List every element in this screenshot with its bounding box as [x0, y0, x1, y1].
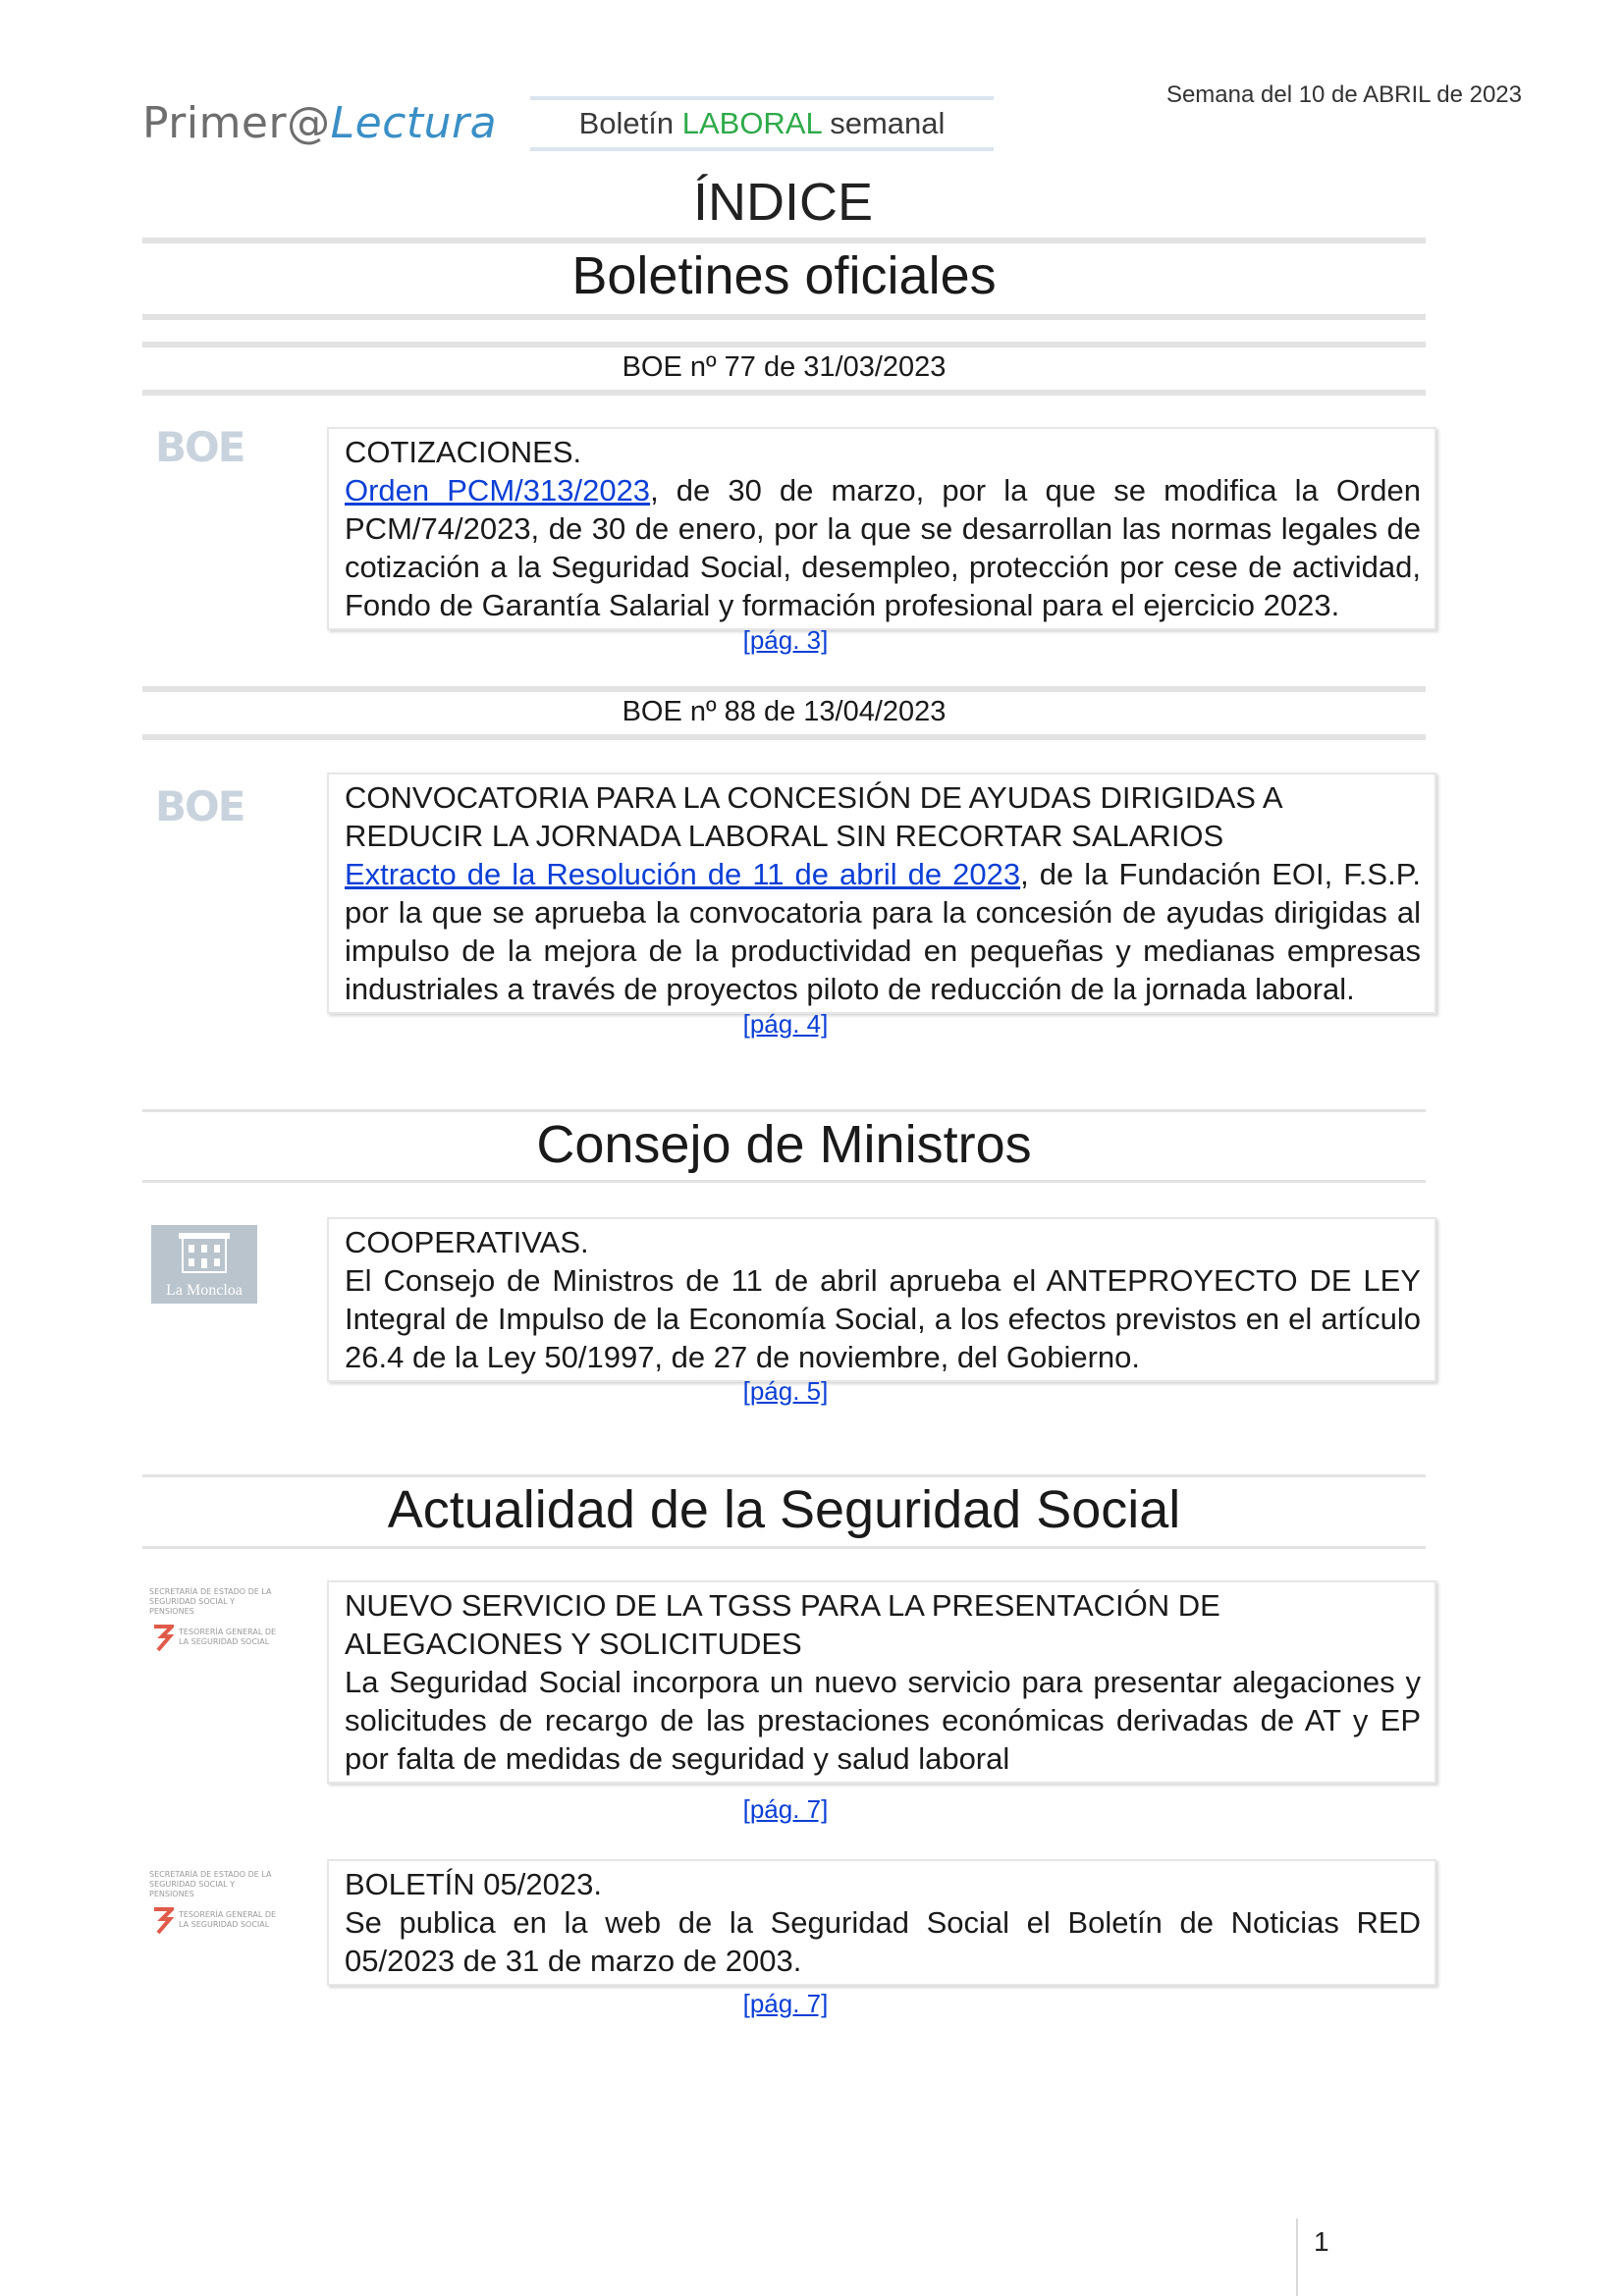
page-number: 1 [1296, 2218, 1375, 2296]
page-ref-link[interactable]: [pág. 7] [742, 1794, 829, 1824]
entry-convocatoria [327, 773, 1436, 1014]
boe-logo-text: BOE [155, 426, 244, 467]
section-title-consejo: Consejo de Ministros [536, 1115, 1032, 1174]
entry-cotizaciones [327, 427, 1436, 630]
page-ref [0, 1009, 1571, 1040]
boe-heading-77: BOE nº 77 de 31/03/2023 [622, 351, 947, 383]
logo-part-primer: Primer@ [142, 98, 331, 148]
logo-tesoreria-text: TESORERÍA GENERAL DE LA SEGURIDAD SOCIAL [179, 1910, 277, 1929]
boe-logo [155, 785, 255, 827]
entry-cooperativas [327, 1217, 1436, 1382]
page-ref-link[interactable]: [pág. 4] [742, 1009, 829, 1039]
logo-part-lectura: Lectura [330, 98, 498, 148]
divider [142, 686, 1426, 692]
section-title-boletines: Boletines oficiales [571, 246, 997, 305]
bulletin-prefix: Boletín [578, 106, 682, 140]
entry-title: NUEVO SERVICIO DE LA TGSS PARA LA PRESENTACIÓN DE ALEGACIONES Y SOLICITUDES [345, 1588, 1220, 1661]
week-date: Semana del 10 de ABRIL de 2023 [1165, 81, 1522, 108]
page-ref [0, 625, 1571, 656]
tgss-mark-icon [152, 1907, 174, 1935]
logo-secretaria-text: SECRETARÍA DE ESTADO DE LA SEGURIDAD SOCIAL Y PENSIONES [149, 1870, 272, 1898]
boe-logo [155, 426, 255, 467]
index-title: ÍNDICE [692, 173, 873, 232]
bulletin-label [530, 96, 994, 151]
page-ref [0, 1376, 1571, 1407]
boe-logo-text: BOE [155, 785, 244, 827]
divider [142, 1109, 1426, 1112]
page-ref-link[interactable]: [pág. 7] [742, 1989, 829, 2018]
publication-logo [142, 98, 497, 148]
entry-boletin [327, 1859, 1436, 1986]
divider [142, 1474, 1426, 1477]
section-title-seguridad: Actualidad de la Seguridad Social [387, 1480, 1181, 1539]
page-ref [0, 1794, 1571, 1825]
divider [142, 314, 1426, 320]
divider [142, 390, 1426, 396]
entry-title: COOPERATIVAS. [345, 1225, 589, 1259]
bulletin-highlight: LABORAL [681, 106, 822, 140]
entry-body: , de 30 de marzo, por la que se modifica la Orden PCM/74/2023, de 30 de enero, por la que se desarrollan las normas legales de cotización a la Seguridad Social, desempleo, protección por cese de actividad, Fondo de Garantía Salarial y formación profesional para el ejercicio 2023. [345, 473, 1422, 622]
divider [142, 734, 1426, 740]
page-ref-link[interactable]: [pág. 3] [742, 625, 829, 655]
divider [142, 238, 1426, 243]
entry-title: BOLETÍN 05/2023. [345, 1867, 602, 1901]
seguridad-social-logo [149, 1587, 287, 1661]
entry-body: El Consejo de Ministros de 11 de abril aprueba el ANTEPROYECTO DE LEY Integral de Impulso de la Economía Social, a los efectos previstos en el artículo 26.4 de la Ley 50/1997, de 27 de noviembre, del Gobierno. [345, 1263, 1421, 1374]
entry-title: CONVOCATORIA PARA LA CONCESIÓN DE AYUDAS DIRIGIDAS A REDUCIR LA JORNADA LABORAL SIN RECORTAR SALARIOS [345, 780, 1281, 853]
bulletin-suffix: semanal [821, 106, 946, 140]
resolucion-link[interactable]: Extracto de la Resolución de 11 de abril de 2023 [345, 857, 1021, 891]
seguridad-social-logo [149, 1870, 287, 1944]
entry-nuevo-servicio [327, 1580, 1436, 1784]
boe-heading-88: BOE nº 88 de 13/04/2023 [622, 696, 947, 727]
entry-body: , de la Fundación EOI, F.S.P. por la que se aprueba la convocatoria para la concesión de ayudas dirigidas al impulso de la mejora de la productividad en pequeñas y medianas empresas industriales a través de proyectos piloto de reducción de la jornada laboral. [345, 857, 1421, 1006]
page-ref-link[interactable]: [pág. 5] [742, 1376, 829, 1406]
entry-title: COTIZACIONES. [345, 435, 582, 469]
entry-body: Se publica en la web de la Seguridad Social el Boletín de Noticias RED 05/2023 de 31 de marzo de 2003. [345, 1905, 1421, 1978]
moncloa-logo-text: La Moncloa [166, 1282, 243, 1299]
tgss-mark-icon [152, 1625, 174, 1652]
page-ref [0, 1989, 1571, 2019]
logo-tesoreria-text: TESORERÍA GENERAL DE LA SEGURIDAD SOCIAL [179, 1628, 277, 1646]
divider [142, 342, 1426, 347]
entry-body: La Seguridad Social incorpora un nuevo servicio para presentar alegaciones y solicitudes de recargo de las prestaciones económicas derivadas de AT y EP por falta de medidas de seguridad y salud laboral [345, 1665, 1421, 1776]
logo-secretaria-text: SECRETARÍA DE ESTADO DE LA SEGURIDAD SOCIAL Y PENSIONES [149, 1587, 272, 1616]
orden-link[interactable]: Orden PCM/313/2023 [345, 473, 651, 507]
divider [142, 1546, 1426, 1549]
moncloa-logo [151, 1225, 257, 1304]
divider [142, 1180, 1426, 1183]
